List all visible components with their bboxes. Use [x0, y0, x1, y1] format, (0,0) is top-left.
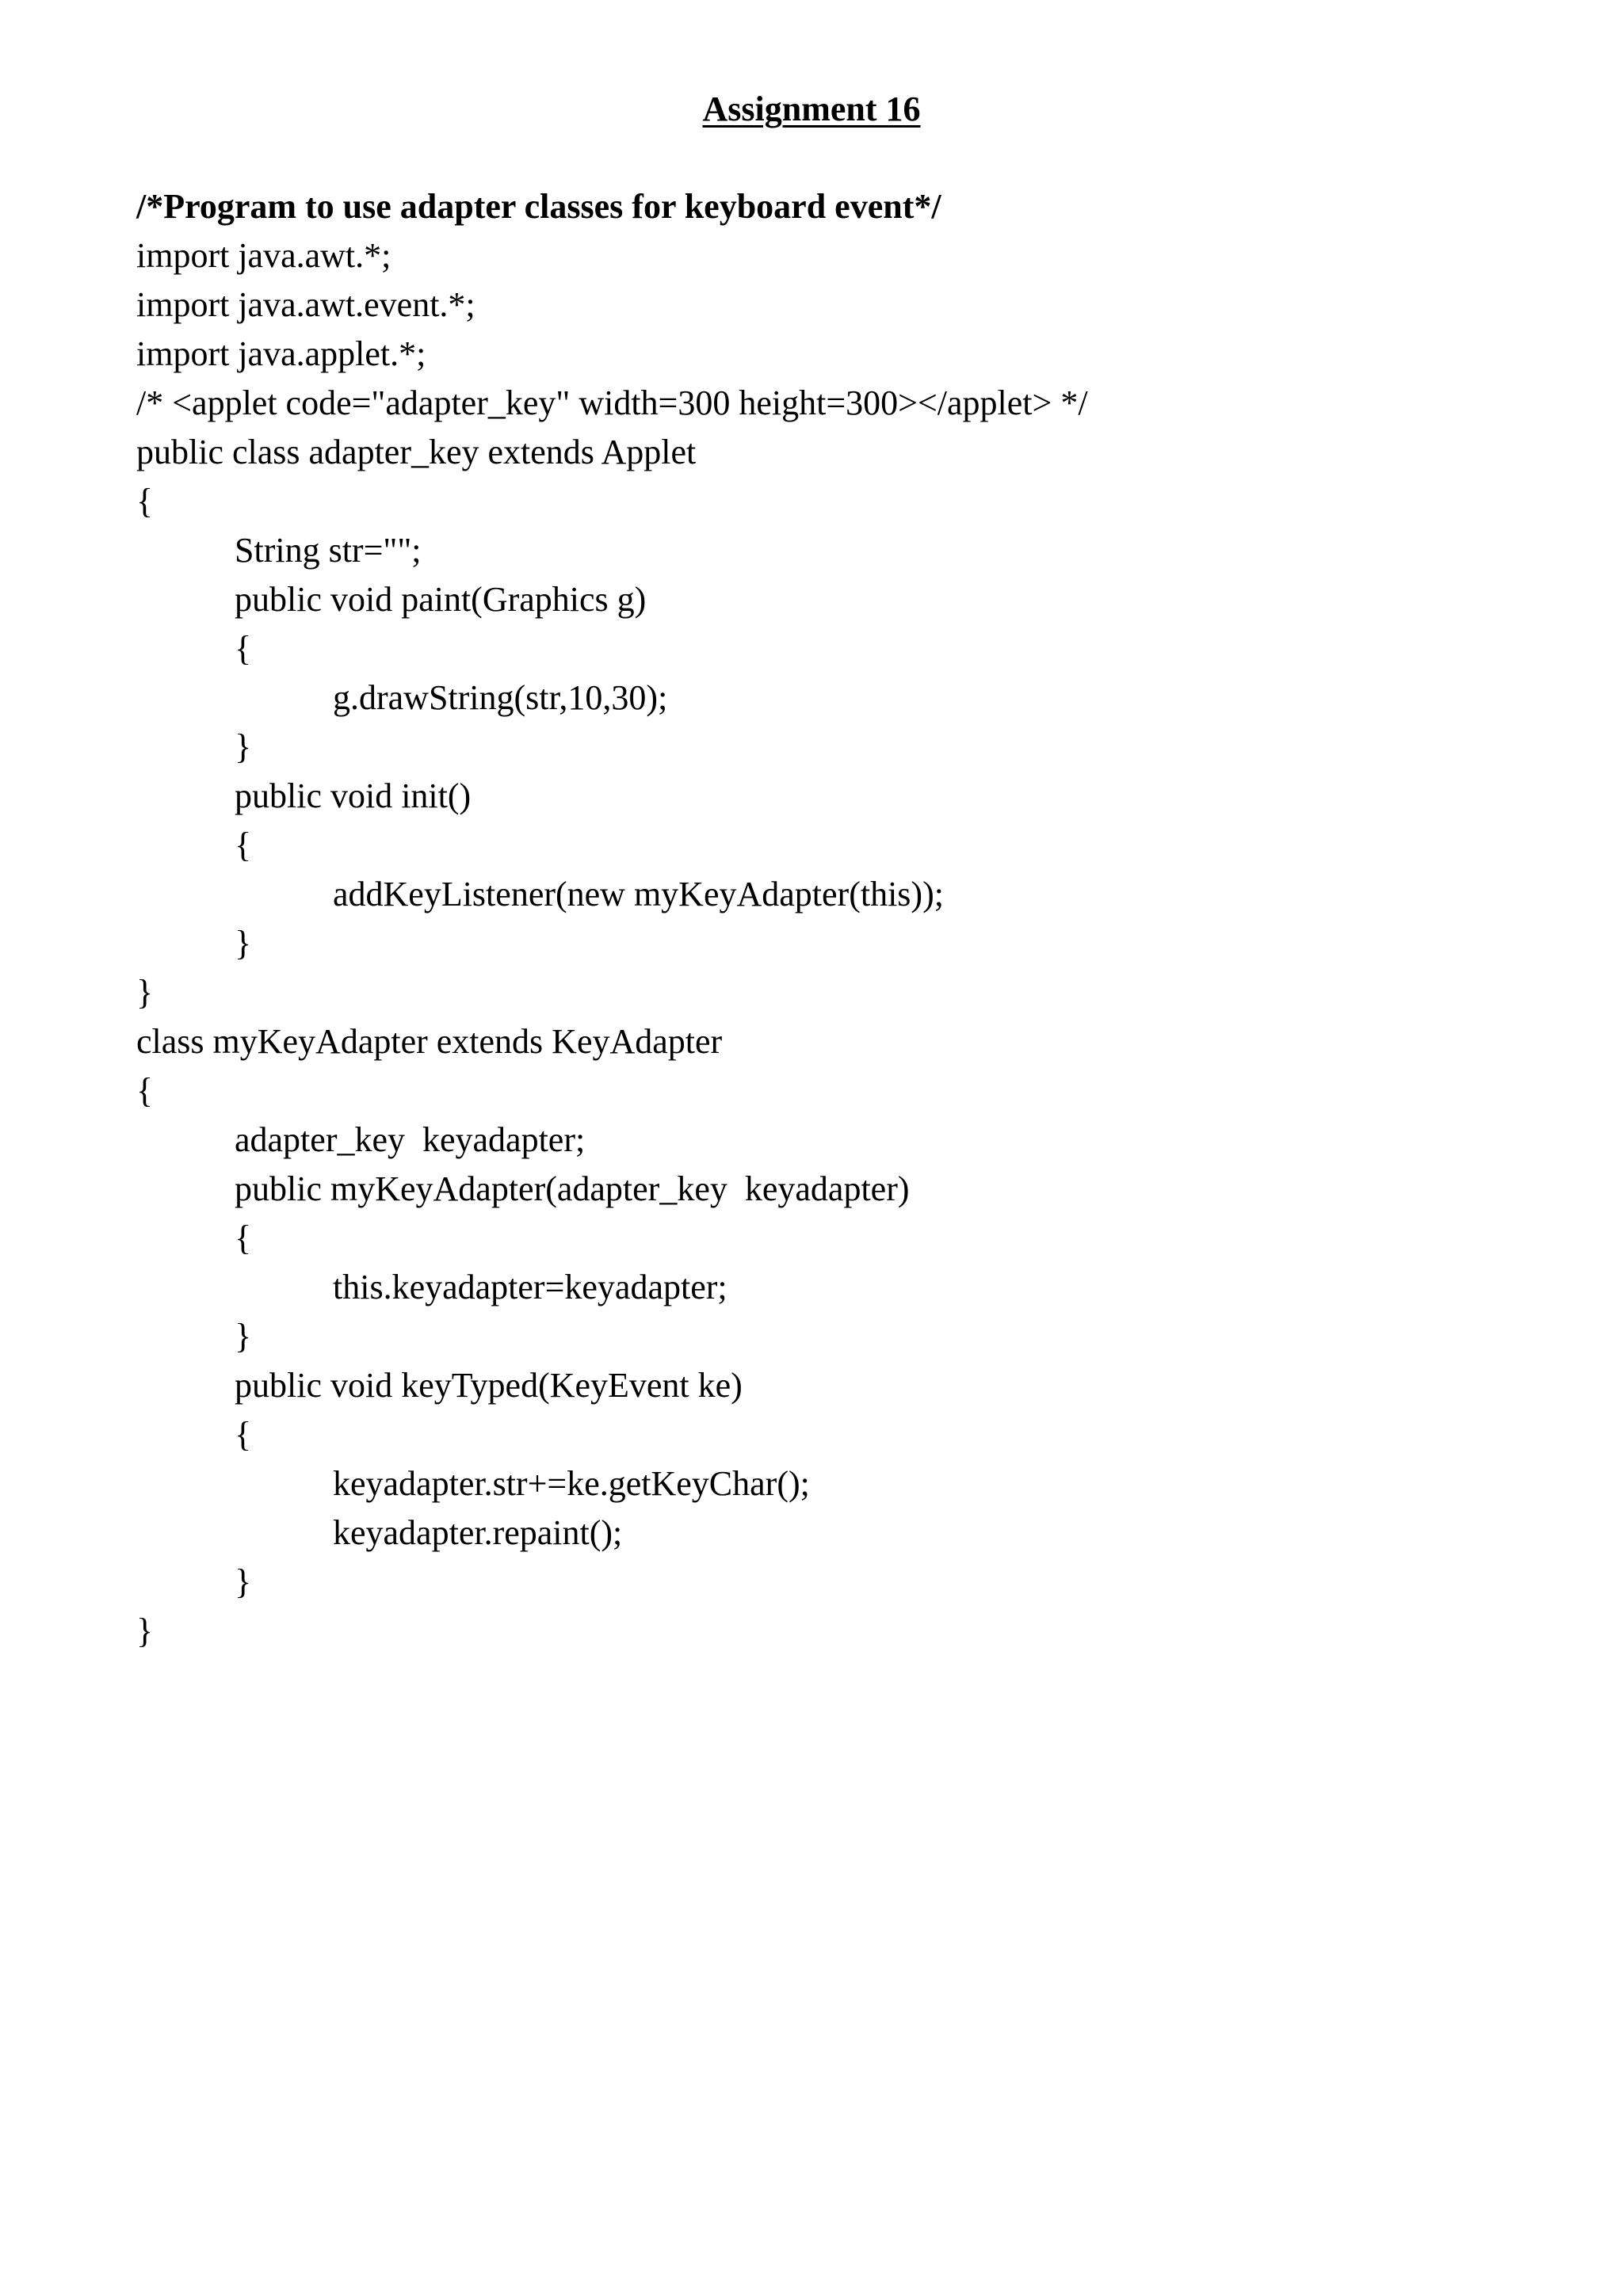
code-line: g.drawString(str,10,30); — [333, 678, 668, 717]
code-line: addKeyListener(new myKeyAdapter(this)); — [333, 875, 944, 913]
code-line: } — [235, 727, 252, 766]
code-line: public void keyTyped(KeyEvent ke) — [235, 1366, 743, 1405]
code-line: keyadapter.str+=ke.getKeyChar(); — [333, 1464, 810, 1503]
code-line: adapter_key keyadapter; — [235, 1120, 586, 1159]
code-line: class myKeyAdapter extends KeyAdapter — [136, 1022, 723, 1061]
page-title-container — [0, 86, 1623, 133]
code-line: public void paint(Graphics g) — [235, 580, 647, 619]
code-line: import java.applet.*; — [136, 334, 426, 373]
code-line: { — [235, 629, 252, 668]
code-line: /* <applet code="adapter_key" width=300 height=300></applet> */ — [136, 383, 1088, 422]
code-line: this.keyadapter=keyadapter; — [333, 1268, 727, 1306]
code-line: keyadapter.repaint(); — [333, 1513, 623, 1552]
code-line: } — [235, 924, 252, 963]
code-line: public void init() — [235, 776, 472, 815]
code-line: { — [235, 826, 252, 864]
code-listing — [136, 182, 1563, 1656]
code-line: { — [136, 1071, 154, 1110]
code-line: { — [235, 1415, 252, 1454]
code-line: } — [235, 1562, 252, 1601]
code-line: String str=""; — [235, 531, 422, 570]
code-line: { — [136, 482, 154, 521]
code-line: public myKeyAdapter(adapter_key keyadapter) — [235, 1169, 910, 1208]
code-line: { — [235, 1219, 252, 1257]
program-comment-heading: /*Program to use adapter classes for keyboard event*/ — [136, 187, 941, 226]
code-line: } — [136, 973, 154, 1012]
code-line: import java.awt.event.*; — [136, 285, 475, 324]
page-title: Assignment 16 — [702, 90, 921, 128]
code-line: } — [235, 1317, 252, 1356]
code-line: } — [136, 1611, 154, 1650]
code-line: import java.awt.*; — [136, 236, 391, 275]
code-line: public class adapter_key extends Applet — [136, 433, 697, 471]
